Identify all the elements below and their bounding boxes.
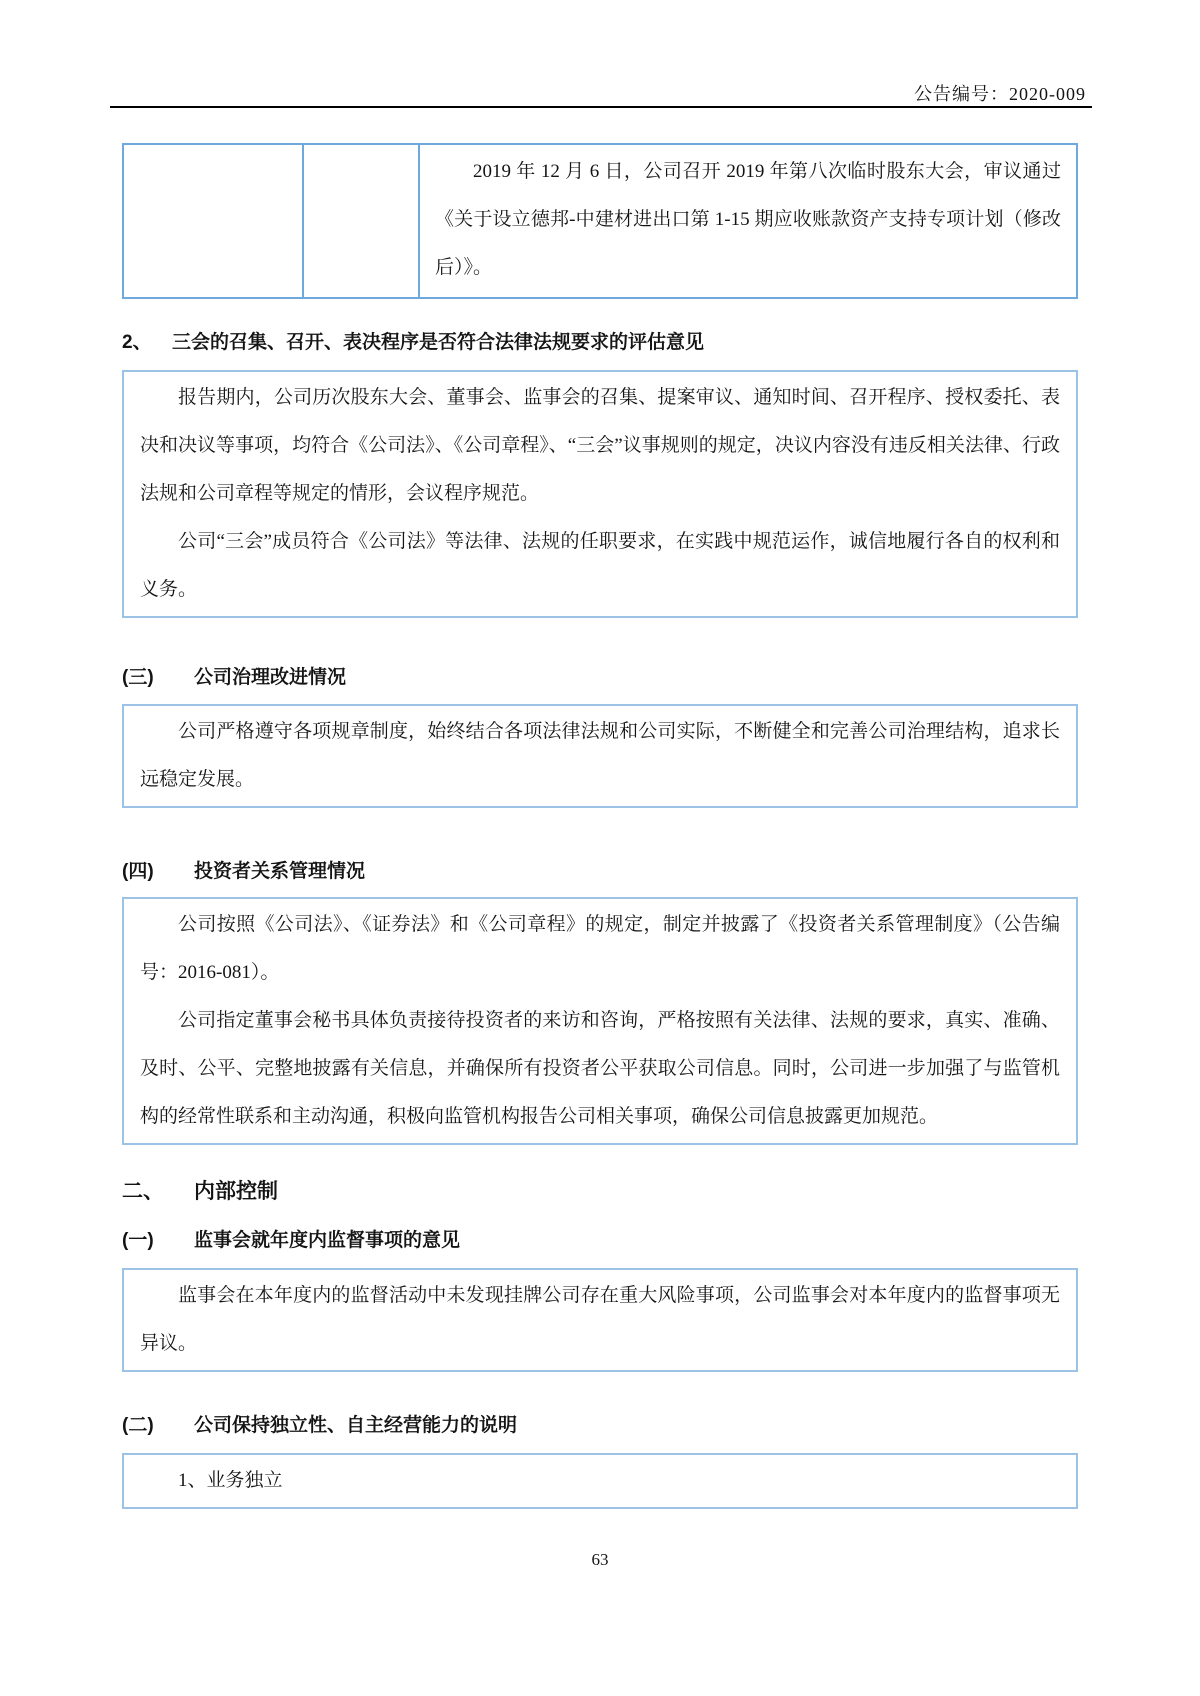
paragraph: 监事会在本年度内的监督活动中未发现挂牌公司存在重大风险事项，公司监事会对本年度内的监督事项无异议。 [140, 1285, 1060, 1354]
heading-number: (二) [122, 1415, 154, 1436]
table-cell-empty-1 [123, 144, 303, 298]
heading-number: 2、 [122, 332, 152, 353]
paragraph: 1、业务独立 [178, 1470, 283, 1491]
header-divider [110, 106, 1092, 108]
heading-title: 监事会就年度内监督事项的意见 [194, 1230, 461, 1251]
paragraph: 公司“三会”成员符合《公司法》等法律、法规的任职要求，在实践中规范运作，诚信地履行各自的权利和义务。 [140, 531, 1060, 600]
table-cell-text [305, 146, 417, 152]
table-row [123, 144, 1077, 298]
heading-title: 公司治理改进情况 [194, 667, 347, 688]
table-cell-empty-2 [303, 144, 419, 298]
part-2-heading [122, 1177, 1078, 1207]
section-3-heading [122, 664, 1078, 691]
paragraph: 公司严格遵守各项规章制度，始终结合各项法律法规和公司实际，不断健全和完善公司治理结构，追求长远稳定发展。 [140, 721, 1060, 790]
page-content [122, 143, 1078, 1509]
section-4-heading [122, 858, 1078, 885]
table-cell-resolution [419, 144, 1077, 298]
section-2-1-heading [122, 1227, 1078, 1254]
paragraph: 公司指定董事会秘书具体负责接待投资者的来访和咨询，严格按照有关法律、法规的要求，真实、准确、及时、公平、完整地披露有关信息，并确保所有投资者公平获取公司信息。同时，公司进一步加强了与监管机构的经常性联系和主动沟通，积极向监管机构报告公司相关事项，确保公司信息披露更加规范。 [140, 1010, 1060, 1127]
section-4-block [122, 897, 1078, 1145]
heading-number: (一) [122, 1230, 154, 1251]
heading-title: 三会的召集、召开、表决程序是否符合法律法规要求的评估意见 [172, 332, 705, 353]
heading-title: 公司保持独立性、自主经营能力的说明 [194, 1415, 518, 1436]
section-2-1-block [122, 1268, 1078, 1372]
paragraph: 公司按照《公司法》、《证券法》和《公司章程》的规定，制定并披露了《投资者关系管理制度》（公告编号：2016-081）。 [140, 914, 1060, 983]
doc-number: 公告编号：2020-009 [914, 84, 1086, 104]
section-2-2-block [122, 1453, 1078, 1509]
heading-number: (四) [122, 861, 154, 882]
section-2-block [122, 370, 1078, 618]
section-3-block [122, 704, 1078, 808]
meeting-table [122, 143, 1078, 299]
heading-title: 内部控制 [194, 1180, 278, 1203]
section-2-2-heading [122, 1412, 1078, 1439]
section-2-heading [122, 329, 1078, 356]
table-cell-text [125, 146, 301, 152]
heading-title: 投资者关系管理情况 [194, 861, 366, 882]
resolution-text: 2019 年 12 月 6 日，公司召开 2019 年第八次临时股东大会，审议通过《关于设立德邦-中建材进出口第 1-15 期应收账款资产支持专项计划（修改后）》。 [435, 161, 1061, 278]
paragraph: 报告期内，公司历次股东大会、董事会、监事会的召集、提案审议、通知时间、召开程序、授权委托、表决和决议等事项，均符合《公司法》、《公司章程》、“三会”议事规则的规定，决议内容没有违反相关法律、行政法规和公司章程等规定的情形，会议程序规范。 [140, 387, 1060, 504]
heading-number: 二、 [122, 1180, 164, 1203]
page-number: 63 [591, 1550, 609, 1569]
heading-number: (三) [122, 667, 154, 688]
